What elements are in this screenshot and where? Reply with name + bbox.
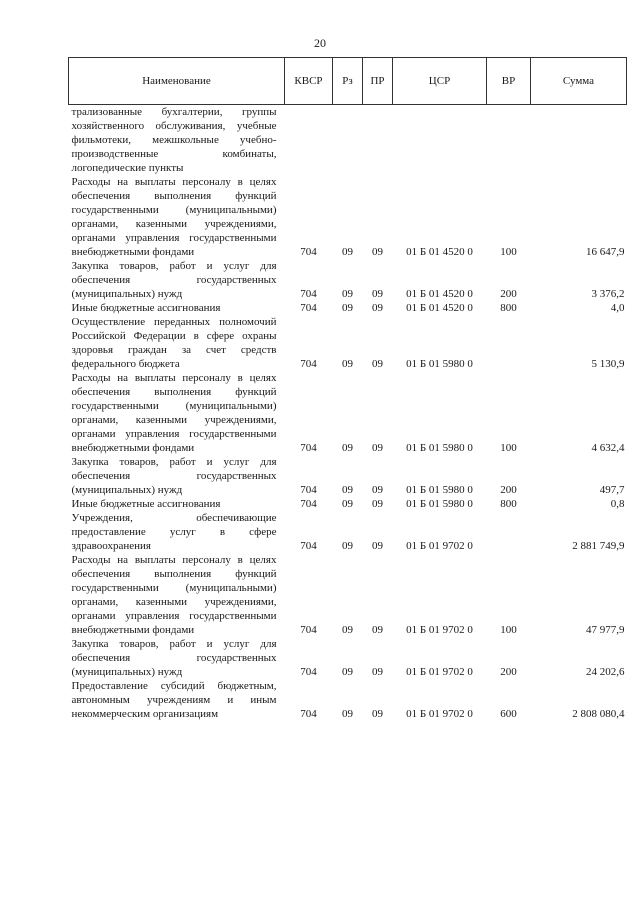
- cell-kvsr: 704: [300, 498, 317, 510]
- budget-table: [68, 57, 627, 721]
- cell-rz: 09: [342, 442, 353, 454]
- cell-pr: 09: [372, 288, 383, 300]
- cell-kvsr: 704: [300, 624, 317, 636]
- cell-sum: 2 808 080,4: [572, 708, 625, 720]
- cell-rz: 09: [342, 358, 353, 370]
- cell-kvsr: 704: [300, 708, 317, 720]
- cell-pr: 09: [372, 246, 383, 258]
- cell-name: Иные бюджетные ассигнования: [71, 302, 221, 314]
- cell-csr: [393, 105, 487, 176]
- table-header: [69, 58, 627, 105]
- cell-sum: 5 130,9: [591, 358, 625, 370]
- header-rz: Рз: [333, 58, 363, 105]
- cell-vr: 100: [500, 624, 517, 636]
- cell-kvsr: 704: [300, 442, 317, 454]
- cell-rz: 09: [342, 540, 353, 552]
- table-row: [69, 679, 627, 721]
- table-row: [69, 105, 627, 176]
- cell-csr: 01 Б 01 9702 0: [406, 624, 473, 636]
- cell-name: Расходы на выплаты персоналу в целях обеспечения выполнения функций государственными (муниципальными) органами, казенными учреждениями, органами управления государственными внебюджетными фондами: [71, 176, 277, 258]
- cell-pr: 09: [372, 498, 383, 510]
- cell-sum: [531, 105, 627, 176]
- cell-csr: 01 Б 01 5980 0: [406, 358, 473, 370]
- cell-sum: 4,0: [610, 302, 625, 314]
- table-row: [69, 637, 627, 679]
- header-csr: ЦСР: [393, 58, 487, 105]
- cell-csr: 01 Б 01 5980 0: [406, 484, 473, 496]
- page-number: 20: [314, 36, 326, 50]
- cell-name: Иные бюджетные ассигнования: [71, 498, 221, 510]
- cell-sum: 497,7: [599, 484, 625, 496]
- cell-csr: 01 Б 01 5980 0: [406, 442, 473, 454]
- cell-rz: 09: [342, 624, 353, 636]
- cell-rz: 09: [342, 708, 353, 720]
- cell-vr: 100: [500, 246, 517, 258]
- cell-pr: 09: [372, 442, 383, 454]
- cell-pr: 09: [372, 666, 383, 678]
- table-row: [69, 175, 627, 259]
- cell-rz: 09: [342, 498, 353, 510]
- cell-name: Учреждения, обеспечивающие предоставление услуг в сфере здравоохранения: [71, 512, 277, 552]
- cell-vr: 600: [500, 708, 517, 720]
- header-vr: ВР: [487, 58, 531, 105]
- cell-kvsr: 704: [300, 246, 317, 258]
- cell-pr: 09: [372, 302, 383, 314]
- cell-name: Закупка товаров, работ и услуг для обеспечения государственных (муниципальных) нужд: [71, 456, 277, 496]
- cell-pr: [363, 105, 393, 176]
- cell-rz: [333, 105, 363, 176]
- cell-csr: 01 Б 01 9702 0: [406, 666, 473, 678]
- cell-sum: 0,8: [610, 498, 625, 510]
- cell-sum: 16 647,9: [586, 246, 625, 258]
- cell-vr: 200: [500, 484, 517, 496]
- cell-name: Закупка товаров, работ и услуг для обеспечения государственных (муниципальных) нужд: [71, 638, 277, 678]
- cell-rz: 09: [342, 288, 353, 300]
- cell-vr: [487, 511, 531, 553]
- cell-csr: 01 Б 01 4520 0: [406, 302, 473, 314]
- cell-pr: 09: [372, 540, 383, 552]
- table-row: [69, 553, 627, 637]
- cell-sum: 4 632,4: [591, 442, 625, 454]
- cell-sum: 24 202,6: [586, 666, 625, 678]
- table-row: [69, 315, 627, 371]
- cell-sum: 47 977,9: [586, 624, 625, 636]
- cell-kvsr: 704: [300, 666, 317, 678]
- cell-vr: 100: [500, 442, 517, 454]
- cell-kvsr: [285, 105, 333, 176]
- table-row: [69, 511, 627, 553]
- cell-kvsr: 704: [300, 358, 317, 370]
- cell-name: Закупка товаров, работ и услуг для обеспечения государственных (муниципальных) нужд: [71, 260, 277, 300]
- cell-rz: 09: [342, 302, 353, 314]
- cell-csr: 01 Б 01 4520 0: [406, 288, 473, 300]
- budget-table-container: [68, 57, 626, 721]
- cell-pr: 09: [372, 708, 383, 720]
- cell-vr: 200: [500, 666, 517, 678]
- cell-kvsr: 704: [300, 288, 317, 300]
- cell-name: Расходы на выплаты персоналу в целях обеспечения выполнения функций государственными (муниципальными) органами, казенными учреждениями, органами управления государственными внебюджетными фондами: [71, 372, 277, 454]
- cell-pr: 09: [372, 624, 383, 636]
- table-body: [69, 105, 627, 722]
- cell-kvsr: 704: [300, 302, 317, 314]
- cell-rz: 09: [342, 484, 353, 496]
- cell-name: Осуществление переданных полномочий Российской Федерации в сфере охраны здоровья граждан за счет средств федерального бюджета: [71, 316, 277, 370]
- cell-pr: 09: [372, 484, 383, 496]
- cell-vr: 200: [500, 288, 517, 300]
- cell-vr: [487, 105, 531, 176]
- cell-name: трализованные бухгалтерии, группы хозяйственного обслуживания, учебные фильмотеки, межшкольные учебно-производственные комбинаты, логопедические пункты: [71, 106, 277, 174]
- cell-csr: 01 Б 01 5980 0: [406, 498, 473, 510]
- table-row: [69, 497, 627, 511]
- header-sum: Сумма: [531, 58, 627, 105]
- cell-name: Расходы на выплаты персоналу в целях обеспечения выполнения функций государственными (муниципальными) органами, казенными учреждениями, органами управления государственными внебюджетными фондами: [71, 554, 277, 636]
- table-row: [69, 455, 627, 497]
- cell-vr: 800: [500, 302, 517, 314]
- cell-csr: 01 Б 01 9702 0: [406, 708, 473, 720]
- cell-sum: 3 376,2: [591, 288, 625, 300]
- cell-rz: 09: [342, 666, 353, 678]
- cell-csr: 01 Б 01 4520 0: [406, 246, 473, 258]
- cell-kvsr: 704: [300, 484, 317, 496]
- cell-vr: 800: [500, 498, 517, 510]
- cell-kvsr: 704: [300, 540, 317, 552]
- header-pr: ПР: [363, 58, 393, 105]
- header-name: Наименование: [69, 58, 285, 105]
- cell-sum: 2 881 749,9: [572, 540, 625, 552]
- cell-csr: 01 Б 01 9702 0: [406, 540, 473, 552]
- cell-rz: 09: [342, 246, 353, 258]
- table-row: [69, 259, 627, 301]
- cell-name: Предоставление субсидий бюджетным, автономным учреждениям и иным некоммерческим организациям: [71, 680, 277, 720]
- table-row: [69, 371, 627, 455]
- table-row: [69, 301, 627, 315]
- cell-pr: 09: [372, 358, 383, 370]
- cell-vr: [487, 315, 531, 371]
- header-kvsr: КВСР: [285, 58, 333, 105]
